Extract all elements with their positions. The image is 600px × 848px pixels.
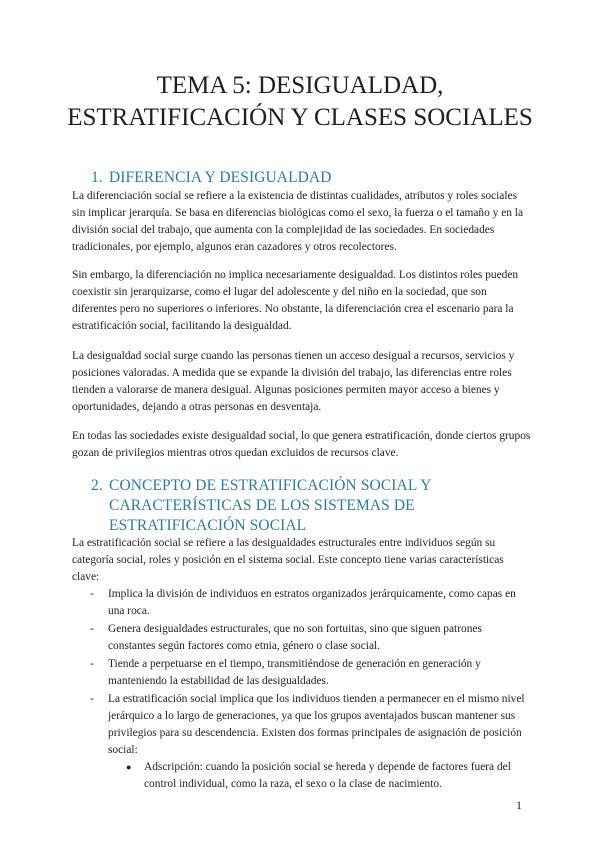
section-2-heading-line-2: CARACTERÍSTICAS DE LOS SISTEMAS DE xyxy=(109,497,415,514)
sub-bullet-text: Adscripción: cuando la posición social se hereda y depende de factores fuera del control individual, como la raza, el sexo o la clase de nacimiento. xyxy=(144,761,511,790)
section-2-heading-line-1: CONCEPTO DE ESTRATIFICACIÓN SOCIAL Y xyxy=(109,477,432,494)
bullet-marker: - xyxy=(90,658,94,670)
bullet-text: Genera desigualdades estructurales, que no son fortuitas, sino que siguen patrones constantes según factores como etnia, género o clase social. xyxy=(108,623,482,652)
bullet-marker: - xyxy=(90,693,94,705)
sub-bullet-list xyxy=(108,759,532,793)
section-1-heading-text: DIFERENCIA Y DESIGUALDAD xyxy=(109,169,332,186)
bullet-marker: - xyxy=(90,623,94,635)
list-item xyxy=(72,691,532,793)
list-item xyxy=(72,621,532,655)
section-1-paragraph-3: La desigualdad social surge cuando las personas tienen un acceso desigual a recursos, servicios y posiciones valoradas. A medida que se expande la división del trabajo, las diferencias entre roles tienden a valorarse de manera desigual. Algunas posiciones permiten mayor acceso a bienes y oportunidades, dejando a otras personas en desventaja. xyxy=(72,350,515,413)
section-1-heading xyxy=(91,168,491,188)
section-2-heading xyxy=(91,476,491,536)
list-item xyxy=(108,759,532,793)
section-1-paragraph-2: Sin embargo, la diferenciación no implica necesariamente desigualdad. Los distintos roles pueden coexistir sin jerarquizarse, como el lugar del adolescente y del niño en la sociedad, que son diferentes pero no superiores o inferiores. No obstante, la diferenciación crea el escenario para la estratificación social, facilitando la desigualdad. xyxy=(72,269,519,332)
list-item xyxy=(72,656,532,690)
bullet-text: Implica la división de individuos en estratos organizados jerárquicamente, como capas en una roca. xyxy=(108,588,516,617)
page-number: 1 xyxy=(516,798,522,812)
bullet-marker: - xyxy=(90,588,94,600)
list-item xyxy=(72,586,532,620)
section-1-paragraph-4: En todas las sociedades existe desigualdad social, lo que genera estratificación, donde ciertos grupos gozan de privilegios mientras otros quedan excluidos de recursos clave. xyxy=(72,430,531,459)
section-1-paragraph-1: La diferenciación social se refiere a la existencia de distintas cualidades, atributos y roles sociales sin implicar jerarquía. Se basa en diferencias biológicas como el sexo, la fuerza o el tamaño y en la división social del trabajo, que aumenta con la complejidad de las sociedades. En sociedades tradicionales, por ejemplo, algunos eran cazadores y otros recolectores. xyxy=(72,190,524,253)
bullet-text: La estratificación social implica que los individuos tienden a permanecer en el mismo nivel jerárquico a lo largo de generaciones, ya que los grupos aventajados buscan mantener sus privilegios para su descendencia. Existen dos formas principales de asignación de posición social: xyxy=(108,693,525,756)
title-line-1: TEMA 5: DESIGUALDAD, xyxy=(156,72,444,99)
section-2-bullet-list xyxy=(72,586,532,794)
bullet-text: Tiende a perpetuarse en el tiempo, transmitiéndose de generación en generación y manteniendo la estabilidad de las desigualdades. xyxy=(108,658,481,687)
section-2-number: 2. xyxy=(91,477,103,494)
section-2-intro: La estratificación social se refiere a las desigualdades estructurales entre individuos según su categoría social, roles y posición en el sistema social. Este concepto tiene varias características clave: xyxy=(72,537,504,583)
sub-bullet-icon: ● xyxy=(126,762,132,772)
section-2-heading-line-3: ESTRATIFICACIÓN SOCIAL xyxy=(109,517,307,534)
document-title xyxy=(40,70,560,134)
section-1-number: 1. xyxy=(91,169,103,186)
title-line-2: ESTRATIFICACIÓN Y CLASES SOCIALES xyxy=(67,104,533,131)
